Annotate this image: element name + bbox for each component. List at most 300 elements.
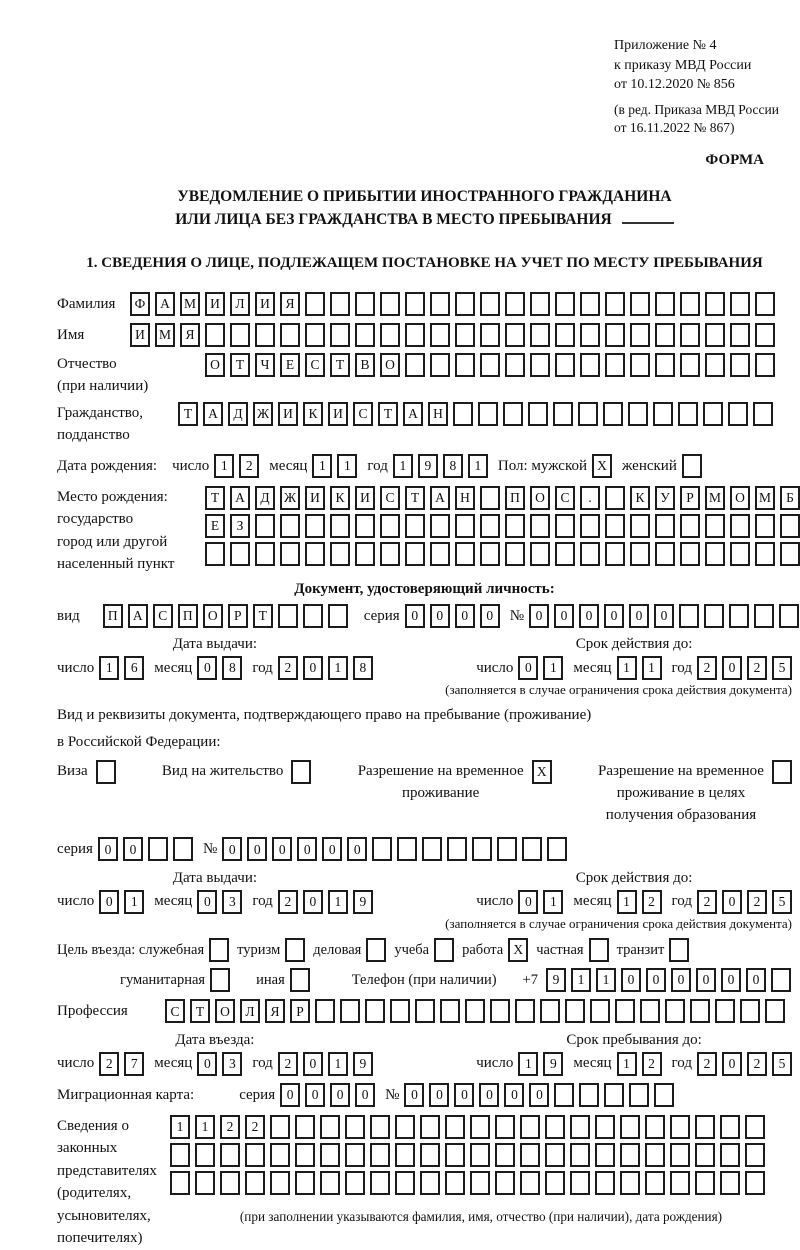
form-cell: 0 <box>554 604 574 628</box>
form-cell <box>405 292 425 316</box>
form-cell <box>680 323 700 347</box>
form-cell <box>397 837 417 861</box>
stay-day-cells <box>518 1052 563 1076</box>
form-cell: Д <box>255 486 275 510</box>
form-cell <box>570 1171 590 1195</box>
visa-box <box>96 760 116 784</box>
form-title-line2: ИЛИ ЛИЦА БЕЗ ГРАЖДАНСТВА В МЕСТО ПРЕБЫВАНИЯ <box>57 208 792 231</box>
entry-month-cells <box>197 1052 242 1076</box>
form-word: ФОРМА <box>705 152 764 169</box>
form-cell: 5 <box>772 1052 792 1076</box>
form-cell: Д <box>228 402 248 426</box>
form-cell <box>445 1171 465 1195</box>
form-cell: 2 <box>278 656 298 680</box>
form-cell: Ч <box>255 353 275 377</box>
form-cell <box>455 542 475 566</box>
form-cell <box>480 514 500 538</box>
form-cell: 0 <box>429 1083 449 1107</box>
entry-day-cells <box>99 1052 144 1076</box>
form-cell <box>670 1143 690 1167</box>
form-cell <box>695 1143 715 1167</box>
form-cell: 0 <box>671 968 691 992</box>
birth-day-cells <box>214 454 259 478</box>
temp-permit-edu-label: Разрешение на временное проживание в целях получения образования <box>597 762 764 823</box>
stay-month-cells <box>617 1052 662 1076</box>
residence-permit-group <box>162 760 311 784</box>
form-cell <box>595 1115 615 1139</box>
form-cell <box>480 486 500 510</box>
form-cell: 0 <box>98 837 118 861</box>
doc-issue-col <box>57 635 373 680</box>
form-cell: 1 <box>617 890 637 914</box>
form-cell <box>480 292 500 316</box>
form-cell: 8 <box>222 656 242 680</box>
form-cell: Т <box>330 353 350 377</box>
doc-dates-block <box>57 635 792 680</box>
form-cell <box>620 1115 640 1139</box>
form-cell: 5 <box>772 656 792 680</box>
purpose-work-label: работа <box>462 941 504 958</box>
form-cell <box>705 292 725 316</box>
month-word: месяц <box>573 1055 612 1072</box>
doc-seriya-cells <box>405 604 500 628</box>
form-cell <box>670 1115 690 1139</box>
form-cell <box>580 542 600 566</box>
form-cell <box>345 1115 365 1139</box>
form-cell <box>305 542 325 566</box>
form-cell <box>173 837 193 861</box>
form-cell <box>780 514 800 538</box>
form-cell <box>630 292 650 316</box>
migration-card-row <box>57 1082 792 1109</box>
form-cell: О <box>205 353 225 377</box>
form-cell: И <box>255 292 275 316</box>
form-cell: 1 <box>393 454 413 478</box>
form-cell: 0 <box>404 1083 424 1107</box>
purpose-other-label: иная <box>256 971 285 988</box>
form-cell <box>547 837 567 861</box>
form-cell <box>455 292 475 316</box>
form-cell <box>605 486 625 510</box>
form-cell <box>480 353 500 377</box>
form-cell: 0 <box>272 837 292 861</box>
surname-label: Фамилия <box>57 295 116 312</box>
form-cell <box>555 323 575 347</box>
form-cell: 0 <box>222 837 242 861</box>
form-cell <box>755 292 775 316</box>
form-cell <box>520 1171 540 1195</box>
day-word: число <box>57 1055 95 1072</box>
form-cell <box>355 323 375 347</box>
identity-doc-row <box>57 602 792 629</box>
form-cell <box>490 999 510 1023</box>
month-word: месяц <box>154 659 193 676</box>
valid-until-header: Срок действия до: <box>575 869 693 886</box>
form-cell <box>390 999 410 1023</box>
purpose-business-box <box>366 938 386 962</box>
purpose-private-label: частная <box>536 941 584 958</box>
form-cell: 6 <box>124 656 144 680</box>
form-cell <box>705 542 725 566</box>
form-cell: 9 <box>418 454 438 478</box>
form-cell: 2 <box>697 1052 717 1076</box>
form-cell <box>220 1171 240 1195</box>
form-cell <box>654 1083 674 1107</box>
purpose-tourism-label: туризм <box>237 941 281 958</box>
form-cell <box>445 1115 465 1139</box>
form-cell <box>645 1115 665 1139</box>
form-cell <box>655 292 675 316</box>
form-cell <box>505 542 525 566</box>
form-cell: 1 <box>337 454 357 478</box>
form-cell: О <box>380 353 400 377</box>
form-cell <box>728 402 748 426</box>
form-cell <box>480 542 500 566</box>
form-cell: 0 <box>322 837 342 861</box>
purpose-humanitarian-group <box>120 968 230 992</box>
form-cell <box>730 323 750 347</box>
form-cell <box>278 604 298 628</box>
permit-seriya-cells <box>98 837 193 861</box>
permit-issue-month-cells <box>197 890 242 914</box>
form-cell <box>520 1115 540 1139</box>
purpose-study-group <box>394 938 454 962</box>
form-cell <box>620 1171 640 1195</box>
form-cell: В <box>355 353 375 377</box>
form-cell <box>340 999 360 1023</box>
citizenship-label: Гражданство, подданство <box>57 404 144 444</box>
sex-female-box <box>682 454 702 478</box>
form-cell: 2 <box>245 1115 265 1139</box>
day-word: число <box>476 1055 514 1072</box>
permit-type-row <box>57 760 792 826</box>
section-1-heading: 1. СВЕДЕНИЯ О ЛИЦЕ, ПОДЛЕЖАЩЕМ ПОСТАНОВКЕ НА УЧЕТ ПО МЕСТУ ПРЕБЫВАНИЯ <box>86 254 763 271</box>
form-cell <box>195 1171 215 1195</box>
permit-number-label: № <box>202 841 218 858</box>
form-cell <box>495 1115 515 1139</box>
form-cell <box>703 402 723 426</box>
appendix-line: Приложение № 4 <box>614 38 717 53</box>
form-cell <box>705 323 725 347</box>
form-cell <box>603 402 623 426</box>
form-cell: Т <box>405 486 425 510</box>
form-cell <box>305 292 325 316</box>
form-cell: С <box>305 353 325 377</box>
form-cell <box>595 1143 615 1167</box>
purpose-tourism-box <box>285 938 305 962</box>
form-cell: 0 <box>405 604 425 628</box>
form-cell: Я <box>180 323 200 347</box>
entry-dates-block <box>57 1031 792 1076</box>
form-cell <box>430 542 450 566</box>
form-cell <box>630 323 650 347</box>
form-cell <box>515 999 535 1023</box>
form-cell <box>303 604 323 628</box>
form-cell <box>380 542 400 566</box>
patronymic-row <box>57 353 792 398</box>
form-cell: 2 <box>697 656 717 680</box>
form-cell: 0 <box>746 968 766 992</box>
representatives-block <box>57 1115 792 1250</box>
form-cell: 1 <box>312 454 332 478</box>
form-cell: 0 <box>621 968 641 992</box>
form-cell <box>380 514 400 538</box>
appendix-edit-line: от 16.11.2022 № 867) <box>614 120 735 135</box>
form-cell <box>495 1171 515 1195</box>
form-cell <box>270 1115 290 1139</box>
form-cell: 1 <box>617 1052 637 1076</box>
surname-row <box>57 291 792 318</box>
profession-row <box>57 998 792 1025</box>
form-cell <box>395 1143 415 1167</box>
form-cell: М <box>155 323 175 347</box>
form-cell <box>629 1083 649 1107</box>
form-cell <box>320 1115 340 1139</box>
form-cell <box>670 1171 690 1195</box>
form-cell: Ж <box>280 486 300 510</box>
form-cell <box>730 353 750 377</box>
form-cell: М <box>705 486 725 510</box>
doc-valid-year-cells <box>697 656 792 680</box>
form-cell: Т <box>230 353 250 377</box>
form-cell <box>630 542 650 566</box>
form-cell: 0 <box>197 1052 217 1076</box>
phone-label: Телефон (при наличии) <box>351 971 497 988</box>
day-word: число <box>172 457 210 474</box>
form-cell <box>405 353 425 377</box>
form-cell <box>295 1171 315 1195</box>
entry-purpose-row2 <box>120 968 792 992</box>
form-cell <box>604 1083 624 1107</box>
form-cell <box>720 1171 740 1195</box>
form-cell: 2 <box>747 890 767 914</box>
form-cell <box>605 542 625 566</box>
form-cell <box>280 323 300 347</box>
issue-date-header: Дата выдачи: <box>172 869 258 886</box>
month-word: месяц <box>154 893 193 910</box>
form-cell <box>779 604 799 628</box>
form-cell <box>280 542 300 566</box>
form-cell <box>715 999 735 1023</box>
form-cell: П <box>178 604 198 628</box>
form-cell <box>680 353 700 377</box>
form-cell <box>355 514 375 538</box>
form-cell: Н <box>428 402 448 426</box>
form-cell <box>420 1143 440 1167</box>
form-cell <box>570 1115 590 1139</box>
purpose-other-group <box>256 968 310 992</box>
form-cell: Т <box>253 604 273 628</box>
form-cell <box>630 514 650 538</box>
form-cell <box>753 402 773 426</box>
entry-purpose-row1 <box>57 938 792 962</box>
form-cell: 0 <box>629 604 649 628</box>
form-cell: 0 <box>347 837 367 861</box>
givenname-label: Имя <box>57 326 85 343</box>
migration-number-cells <box>404 1083 674 1107</box>
form-cell <box>528 402 548 426</box>
form-cell <box>745 1143 765 1167</box>
doc-issue-year-cells <box>278 656 373 680</box>
form-cell: . <box>580 486 600 510</box>
form-cell <box>705 514 725 538</box>
form-cell: Ж <box>253 402 273 426</box>
form-cell: А <box>128 604 148 628</box>
form-cell: 0 <box>604 604 624 628</box>
form-cell: 0 <box>722 656 742 680</box>
form-cell <box>370 1171 390 1195</box>
form-cell: 2 <box>747 656 767 680</box>
permit-dates-block <box>57 869 792 914</box>
stay-until-header: Срок пребывания до: <box>566 1031 702 1048</box>
form-cell <box>328 604 348 628</box>
form-cell <box>580 353 600 377</box>
birthplace-cells-row3 <box>205 542 800 566</box>
migration-seriya-label: серия <box>239 1086 276 1103</box>
entry-date-col <box>57 1031 373 1076</box>
form-cell: А <box>155 292 175 316</box>
day-word: число <box>57 893 95 910</box>
title-blank-line <box>622 208 674 224</box>
form-cell: К <box>630 486 650 510</box>
temp-permit-edu-group <box>598 760 792 826</box>
form-cell <box>555 514 575 538</box>
form-cell <box>645 1143 665 1167</box>
form-cell <box>745 1171 765 1195</box>
purpose-official-group <box>57 938 229 962</box>
form-cell: 0 <box>303 890 323 914</box>
form-cell <box>704 604 724 628</box>
form-cell <box>665 999 685 1023</box>
representatives-note: (при заполнении указываются фамилия, имя, отчество (при наличии), дата рождения) <box>239 1208 723 1224</box>
appendix-edit-line: (в ред. Приказа МВД России <box>614 101 779 117</box>
year-word: год <box>252 1055 273 1072</box>
purpose-study-label: учеба <box>394 941 430 958</box>
form-cell <box>565 999 585 1023</box>
appendix-line: от 10.12.2020 № 856 <box>614 77 735 93</box>
form-cell: 0 <box>99 890 119 914</box>
form-cell: 1 <box>328 1052 348 1076</box>
doc-valid-day-cells <box>518 656 563 680</box>
purpose-private-box <box>589 938 609 962</box>
stay-until-col <box>476 1031 792 1076</box>
form-cell: 1 <box>543 656 563 680</box>
form-cell <box>330 514 350 538</box>
form-cell: 0 <box>579 604 599 628</box>
form-cell <box>590 999 610 1023</box>
form-cell: 2 <box>99 1052 119 1076</box>
form-cell: О <box>530 486 550 510</box>
form-cell <box>405 542 425 566</box>
form-cell <box>720 1115 740 1139</box>
form-cell: И <box>130 323 150 347</box>
form-cell: 0 <box>480 604 500 628</box>
form-cell: 2 <box>697 890 717 914</box>
form-cell <box>455 514 475 538</box>
form-cell <box>405 323 425 347</box>
form-cell <box>640 999 660 1023</box>
form-cell: 1 <box>124 890 144 914</box>
form-cell: 9 <box>353 890 373 914</box>
form-cell <box>345 1143 365 1167</box>
temp-permit-box: X <box>532 760 552 784</box>
form-cell: 2 <box>747 1052 767 1076</box>
form-title-line1: УВЕДОМЛЕНИЕ О ПРИБЫТИИ ИНОСТРАННОГО ГРАЖДАНИНА <box>177 187 672 205</box>
form-cell <box>470 1115 490 1139</box>
day-word: число <box>476 659 514 676</box>
permit-valid-col <box>476 869 792 914</box>
patronymic-label: Отчество (при наличии) <box>57 355 149 395</box>
form-cell <box>628 402 648 426</box>
form-cell: С <box>153 604 173 628</box>
appendix-line: к приказу МВД России <box>614 57 752 73</box>
temp-permit-label: Разрешение на временное проживание <box>357 762 524 801</box>
form-cell: И <box>328 402 348 426</box>
visa-group <box>57 760 116 784</box>
form-cell <box>580 323 600 347</box>
temp-permit-group <box>358 760 552 804</box>
form-cell <box>395 1171 415 1195</box>
form-cell: 2 <box>278 890 298 914</box>
form-cell <box>765 999 785 1023</box>
form-cell: 0 <box>355 1083 375 1107</box>
form-cell: 2 <box>642 890 662 914</box>
form-cell <box>470 1143 490 1167</box>
year-word: год <box>367 457 388 474</box>
form-cell <box>695 1115 715 1139</box>
form-cell <box>255 514 275 538</box>
purpose-humanitarian-box <box>210 968 230 992</box>
form-cell <box>170 1143 190 1167</box>
form-cell: 7 <box>124 1052 144 1076</box>
form-cell <box>729 604 749 628</box>
form-cell: Т <box>190 999 210 1023</box>
form-cell: 1 <box>571 968 591 992</box>
permit-issue-year-cells <box>278 890 373 914</box>
form-cell <box>545 1143 565 1167</box>
form-cell <box>705 353 725 377</box>
form-cell: 0 <box>518 890 538 914</box>
form-cell <box>730 542 750 566</box>
form-cell <box>345 1171 365 1195</box>
form-cell <box>305 323 325 347</box>
form-cell: И <box>355 486 375 510</box>
form-cell <box>395 1115 415 1139</box>
form-cell: 1 <box>170 1115 190 1139</box>
form-cell <box>605 292 625 316</box>
purpose-business-group <box>313 938 386 962</box>
purpose-transit-label: транзит <box>616 941 665 958</box>
permit-seriya-label: серия <box>57 841 93 858</box>
form-cell <box>380 292 400 316</box>
purpose-humanitarian-label: гуманитарная <box>120 971 206 988</box>
form-cell <box>230 542 250 566</box>
form-cell <box>495 1143 515 1167</box>
form-cell: 0 <box>646 968 666 992</box>
form-cell <box>730 292 750 316</box>
form-cell: П <box>103 604 123 628</box>
surname-cells <box>130 292 775 316</box>
form-cell <box>695 1171 715 1195</box>
form-cell: С <box>380 486 400 510</box>
form-cell <box>430 353 450 377</box>
residence-permit-label: Вид на жительство <box>161 762 284 779</box>
form-cell <box>655 542 675 566</box>
form-cell <box>679 604 699 628</box>
purpose-other-box <box>290 968 310 992</box>
form-cell <box>415 999 435 1023</box>
restriction-note: (заполняется в случае ограничения срока действия документа) <box>445 915 792 931</box>
